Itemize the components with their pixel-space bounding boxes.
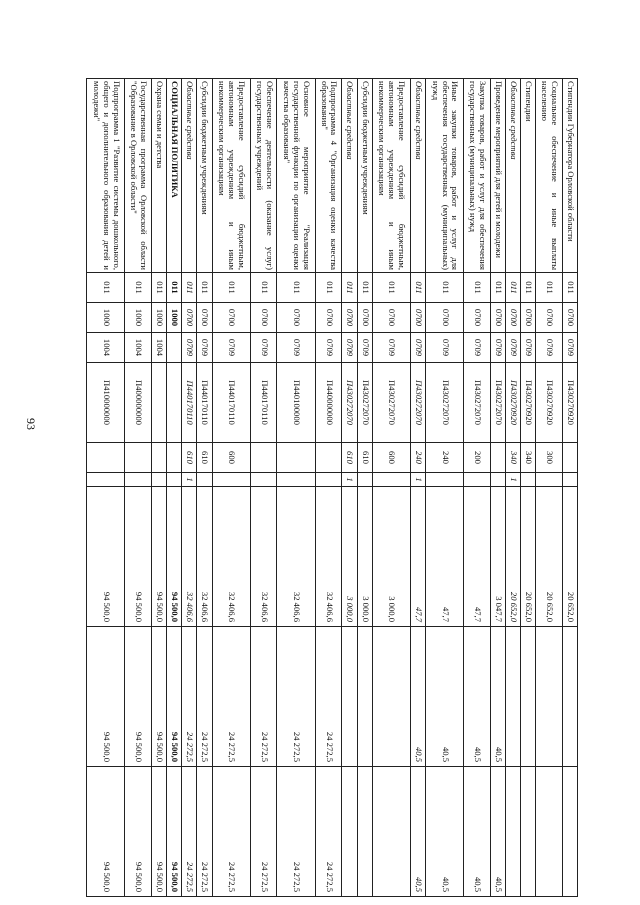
row-amount-year-3: 40,5 xyxy=(425,767,463,897)
row-target-article: П400000000 xyxy=(125,363,152,443)
row-amount-year-3 xyxy=(562,767,577,897)
row-description: Субсидии бюджетным учреждениям xyxy=(197,79,212,273)
row-amount-year-3: 94 500,0 xyxy=(167,767,182,897)
row-section-code: 1000 xyxy=(125,303,152,333)
row-amount-year-3: 94 500,0 xyxy=(87,767,125,897)
row-amount-year-3 xyxy=(521,767,536,897)
row-expense-type xyxy=(250,443,277,473)
row-amount-year-2 xyxy=(521,627,536,767)
row-department-code: 011 xyxy=(315,273,342,303)
row-description: Субсидии бюджетным учреждениям xyxy=(357,79,372,273)
row-description: Стипендии Губернатора Орловской области xyxy=(562,79,577,273)
row-department-code: 011 xyxy=(125,273,152,303)
row-expense-type xyxy=(167,443,182,473)
row-description: Государственная программа Орловской области "Образование в Орловской области" xyxy=(125,79,152,273)
row-amount-year-2 xyxy=(357,627,372,767)
row-subsection-code xyxy=(167,333,182,363)
row-target-article: П440170110 xyxy=(212,363,250,443)
row-target-article xyxy=(152,363,167,443)
row-amount-year-3: 24 272,5 xyxy=(182,767,197,897)
row-target-article xyxy=(167,363,182,443)
row-subsection-code: 0709 xyxy=(372,333,410,363)
row-code-flag xyxy=(125,473,152,487)
row-expense-type: 600 xyxy=(372,443,410,473)
row-amount-year-1: 20 652,0 xyxy=(562,487,577,627)
row-section-code: 0700 xyxy=(197,303,212,333)
row-section-code: 0700 xyxy=(250,303,277,333)
row-code-flag xyxy=(464,473,491,487)
table-row xyxy=(506,79,521,897)
row-department-code: 011 xyxy=(182,273,197,303)
row-subsection-code: 0709 xyxy=(521,333,536,363)
row-code-flag xyxy=(152,473,167,487)
row-amount-year-2: 40,5 xyxy=(410,627,425,767)
row-description: СОЦИАЛЬНАЯ ПОЛИТИКА xyxy=(167,79,182,273)
row-department-code: 011 xyxy=(562,273,577,303)
row-code-flag xyxy=(536,473,563,487)
row-target-article: П430270920 xyxy=(506,363,521,443)
row-amount-year-3: 24 272,5 xyxy=(197,767,212,897)
row-description: Закупка товаров, работ и услуг для обеспечения государственных (муниципальных) нужд xyxy=(464,79,491,273)
row-amount-year-2: 94 500,0 xyxy=(167,627,182,767)
row-department-code: 011 xyxy=(490,273,505,303)
table-row xyxy=(536,79,563,897)
row-code-flag xyxy=(277,473,315,487)
row-target-article: П430272070 xyxy=(425,363,463,443)
row-code-flag: 1 xyxy=(410,473,425,487)
table-row xyxy=(464,79,491,897)
row-section-code: 0700 xyxy=(357,303,372,333)
table-row xyxy=(410,79,425,897)
row-subsection-code: 0709 xyxy=(506,333,521,363)
row-expense-type: 200 xyxy=(464,443,491,473)
row-amount-year-2 xyxy=(562,627,577,767)
row-expense-type: 610 xyxy=(342,443,357,473)
row-target-article: П440170110 xyxy=(250,363,277,443)
row-target-article: П430272070 xyxy=(464,363,491,443)
row-target-article: П440100000 xyxy=(277,363,315,443)
row-subsection-code: 0709 xyxy=(342,333,357,363)
row-description: Подпрограмма 1 "Развитие системы дошкольного, общего и дополнительного образования детей и молодежи" xyxy=(87,79,125,273)
row-department-code: 011 xyxy=(464,273,491,303)
budget-table-body xyxy=(87,79,578,897)
row-amount-year-1: 3 000,0 xyxy=(357,487,372,627)
row-amount-year-3 xyxy=(536,767,563,897)
row-subsection-code: 1004 xyxy=(152,333,167,363)
table-row xyxy=(277,79,315,897)
row-department-code: 011 xyxy=(342,273,357,303)
row-amount-year-1: 32 406,6 xyxy=(315,487,342,627)
row-subsection-code: 0709 xyxy=(277,333,315,363)
row-expense-type: 340 xyxy=(506,443,521,473)
row-code-flag xyxy=(357,473,372,487)
row-department-code: 011 xyxy=(250,273,277,303)
row-code-flag xyxy=(425,473,463,487)
row-section-code: 0700 xyxy=(536,303,563,333)
row-amount-year-1: 32 406,6 xyxy=(212,487,250,627)
row-description: Социальное обеспечение и иные выплаты населению xyxy=(536,79,563,273)
row-amount-year-1: 94 500,0 xyxy=(87,487,125,627)
table-row xyxy=(562,79,577,897)
row-amount-year-1: 94 500,0 xyxy=(152,487,167,627)
row-subsection-code: 0709 xyxy=(536,333,563,363)
table-row xyxy=(250,79,277,897)
row-expense-type: 610 xyxy=(182,443,197,473)
row-amount-year-3: 24 272,5 xyxy=(250,767,277,897)
row-amount-year-2: 40,5 xyxy=(490,627,505,767)
row-section-code: 0700 xyxy=(410,303,425,333)
row-amount-year-2 xyxy=(372,627,410,767)
row-expense-type xyxy=(490,443,505,473)
table-row xyxy=(87,79,125,897)
row-amount-year-3: 40,5 xyxy=(464,767,491,897)
row-code-flag: 1 xyxy=(506,473,521,487)
row-section-code: 0700 xyxy=(506,303,521,333)
row-target-article: П430272070 xyxy=(372,363,410,443)
row-amount-year-1: 20 652,0 xyxy=(506,487,521,627)
row-amount-year-3: 94 500,0 xyxy=(125,767,152,897)
row-code-flag xyxy=(87,473,125,487)
row-subsection-code: 0709 xyxy=(464,333,491,363)
row-section-code: 0700 xyxy=(372,303,410,333)
row-section-code: 1000 xyxy=(87,303,125,333)
row-subsection-code: 0709 xyxy=(197,333,212,363)
row-expense-type: 300 xyxy=(536,443,563,473)
row-amount-year-3: 40,5 xyxy=(410,767,425,897)
row-section-code: 1000 xyxy=(152,303,167,333)
row-expense-type xyxy=(152,443,167,473)
row-code-flag xyxy=(212,473,250,487)
row-amount-year-1: 94 500,0 xyxy=(125,487,152,627)
row-amount-year-1: 94 500,0 xyxy=(167,487,182,627)
row-expense-type xyxy=(125,443,152,473)
row-amount-year-1: 20 652,0 xyxy=(521,487,536,627)
table-row xyxy=(425,79,463,897)
row-expense-type xyxy=(562,443,577,473)
table-row xyxy=(521,79,536,897)
row-code-flag xyxy=(167,473,182,487)
row-description: Иные закупки товаров, работ и услуг для обеспечения государственных (муниципальных) нужд xyxy=(425,79,463,273)
row-amount-year-2: 24 272,5 xyxy=(277,627,315,767)
row-subsection-code: 0709 xyxy=(250,333,277,363)
row-expense-type: 240 xyxy=(410,443,425,473)
row-code-flag xyxy=(372,473,410,487)
row-code-flag xyxy=(250,473,277,487)
table-row xyxy=(342,79,357,897)
budget-table-sheet xyxy=(86,78,578,896)
row-subsection-code: 1004 xyxy=(125,333,152,363)
row-subsection-code: 0709 xyxy=(562,333,577,363)
row-amount-year-2 xyxy=(342,627,357,767)
row-expense-type xyxy=(315,443,342,473)
table-row xyxy=(372,79,410,897)
row-amount-year-3 xyxy=(342,767,357,897)
row-amount-year-3: 94 500,0 xyxy=(152,767,167,897)
row-amount-year-2: 40,5 xyxy=(464,627,491,767)
row-amount-year-1: 32 406,6 xyxy=(250,487,277,627)
row-section-code: 0700 xyxy=(342,303,357,333)
row-expense-type: 240 xyxy=(425,443,463,473)
row-description: Основное мероприятие "Реализация государственной функции по организации оценки качества образования" xyxy=(277,79,315,273)
row-expense-type xyxy=(277,443,315,473)
row-department-code: 011 xyxy=(167,273,182,303)
row-target-article: П440170110 xyxy=(182,363,197,443)
row-target-article: П440170110 xyxy=(197,363,212,443)
row-section-code: 0700 xyxy=(464,303,491,333)
row-subsection-code: 1004 xyxy=(87,333,125,363)
row-description: Областные средства xyxy=(410,79,425,273)
row-target-article: П430270920 xyxy=(536,363,563,443)
table-row xyxy=(152,79,167,897)
row-target-article: П430272070 xyxy=(357,363,372,443)
row-amount-year-3: 24 272,5 xyxy=(315,767,342,897)
table-row xyxy=(182,79,197,897)
row-target-article: П430270920 xyxy=(562,363,577,443)
row-amount-year-3 xyxy=(357,767,372,897)
row-description: Областные средства xyxy=(182,79,197,273)
row-amount-year-1: 47,7 xyxy=(425,487,463,627)
table-row xyxy=(167,79,182,897)
row-department-code: 011 xyxy=(277,273,315,303)
table-row xyxy=(125,79,152,897)
row-code-flag xyxy=(315,473,342,487)
row-department-code: 011 xyxy=(87,273,125,303)
row-section-code: 1000 xyxy=(167,303,182,333)
row-description: Предоставление субсидий бюджетным, автономным учреждениям и иным некоммерческим организациям xyxy=(372,79,410,273)
row-amount-year-2: 24 272,5 xyxy=(197,627,212,767)
table-row xyxy=(212,79,250,897)
row-expense-type xyxy=(87,443,125,473)
row-amount-year-1: 47,7 xyxy=(410,487,425,627)
row-amount-year-2: 24 272,5 xyxy=(250,627,277,767)
row-amount-year-1: 32 406,6 xyxy=(197,487,212,627)
row-description: Подпрограмма 4 "Организация оценки качества образования" xyxy=(315,79,342,273)
row-section-code: 0700 xyxy=(425,303,463,333)
row-description: Охрана семьи и детства xyxy=(152,79,167,273)
row-subsection-code: 0709 xyxy=(410,333,425,363)
page-number: 93 xyxy=(24,418,38,430)
row-department-code: 011 xyxy=(521,273,536,303)
table-row xyxy=(490,79,505,897)
row-description: Областные средства xyxy=(342,79,357,273)
row-description: Стипендии xyxy=(521,79,536,273)
table-row xyxy=(357,79,372,897)
row-code-flag xyxy=(197,473,212,487)
row-target-article: П430272070 xyxy=(490,363,505,443)
row-department-code: 011 xyxy=(212,273,250,303)
row-department-code: 011 xyxy=(152,273,167,303)
row-expense-type: 610 xyxy=(197,443,212,473)
row-department-code: 011 xyxy=(372,273,410,303)
row-amount-year-2: 24 272,5 xyxy=(315,627,342,767)
row-section-code: 0700 xyxy=(490,303,505,333)
row-amount-year-2: 94 500,0 xyxy=(125,627,152,767)
row-amount-year-1: 47,7 xyxy=(464,487,491,627)
row-amount-year-3 xyxy=(372,767,410,897)
row-target-article: П430270920 xyxy=(521,363,536,443)
row-amount-year-2 xyxy=(506,627,521,767)
row-department-code: 011 xyxy=(536,273,563,303)
row-amount-year-3 xyxy=(506,767,521,897)
row-subsection-code: 0709 xyxy=(490,333,505,363)
row-amount-year-1: 32 406,6 xyxy=(182,487,197,627)
row-amount-year-1: 3 047,7 xyxy=(490,487,505,627)
row-code-flag xyxy=(562,473,577,487)
row-target-article: П410000000 xyxy=(87,363,125,443)
row-amount-year-2: 94 500,0 xyxy=(87,627,125,767)
row-expense-type: 340 xyxy=(521,443,536,473)
row-department-code: 011 xyxy=(357,273,372,303)
row-target-article: П430272070 xyxy=(410,363,425,443)
row-subsection-code: 0709 xyxy=(212,333,250,363)
row-description: Обеспечение деятельности (оказание услуг) государственных учреждений xyxy=(250,79,277,273)
row-section-code: 0700 xyxy=(521,303,536,333)
row-description: Предоставление субсидий бюджетным, автономным учреждениям и иным некоммерческим организациям xyxy=(212,79,250,273)
row-amount-year-3: 24 272,5 xyxy=(277,767,315,897)
row-amount-year-1: 20 652,0 xyxy=(536,487,563,627)
row-code-flag xyxy=(490,473,505,487)
row-subsection-code: 0709 xyxy=(182,333,197,363)
row-section-code: 0700 xyxy=(182,303,197,333)
row-amount-year-1: 3 000,0 xyxy=(342,487,357,627)
row-department-code: 011 xyxy=(506,273,521,303)
row-code-flag: 1 xyxy=(182,473,197,487)
row-expense-type: 610 xyxy=(357,443,372,473)
row-amount-year-1: 3 000,0 xyxy=(372,487,410,627)
row-section-code: 0700 xyxy=(315,303,342,333)
row-code-flag: 1 xyxy=(342,473,357,487)
row-amount-year-2 xyxy=(536,627,563,767)
row-section-code: 0700 xyxy=(562,303,577,333)
row-amount-year-2: 94 500,0 xyxy=(152,627,167,767)
row-target-article: П430272070 xyxy=(342,363,357,443)
row-description: Областные средства xyxy=(506,79,521,273)
row-amount-year-3: 24 272,5 xyxy=(212,767,250,897)
row-subsection-code: 0709 xyxy=(357,333,372,363)
row-subsection-code: 0709 xyxy=(315,333,342,363)
row-subsection-code: 0709 xyxy=(425,333,463,363)
row-amount-year-1: 32 406,6 xyxy=(277,487,315,627)
row-department-code: 011 xyxy=(197,273,212,303)
row-description: Проведение мероприятий для детей и молодежи xyxy=(490,79,505,273)
row-target-article: П440000000 xyxy=(315,363,342,443)
row-amount-year-2: 40,5 xyxy=(425,627,463,767)
row-section-code: 0700 xyxy=(277,303,315,333)
row-amount-year-3: 40,5 xyxy=(490,767,505,897)
budget-table xyxy=(86,78,578,897)
row-department-code: 011 xyxy=(425,273,463,303)
row-department-code: 011 xyxy=(410,273,425,303)
row-amount-year-2: 24 272,5 xyxy=(212,627,250,767)
row-code-flag xyxy=(521,473,536,487)
table-row xyxy=(197,79,212,897)
row-expense-type: 600 xyxy=(212,443,250,473)
table-row xyxy=(315,79,342,897)
row-amount-year-2: 24 272,5 xyxy=(182,627,197,767)
row-section-code: 0700 xyxy=(212,303,250,333)
